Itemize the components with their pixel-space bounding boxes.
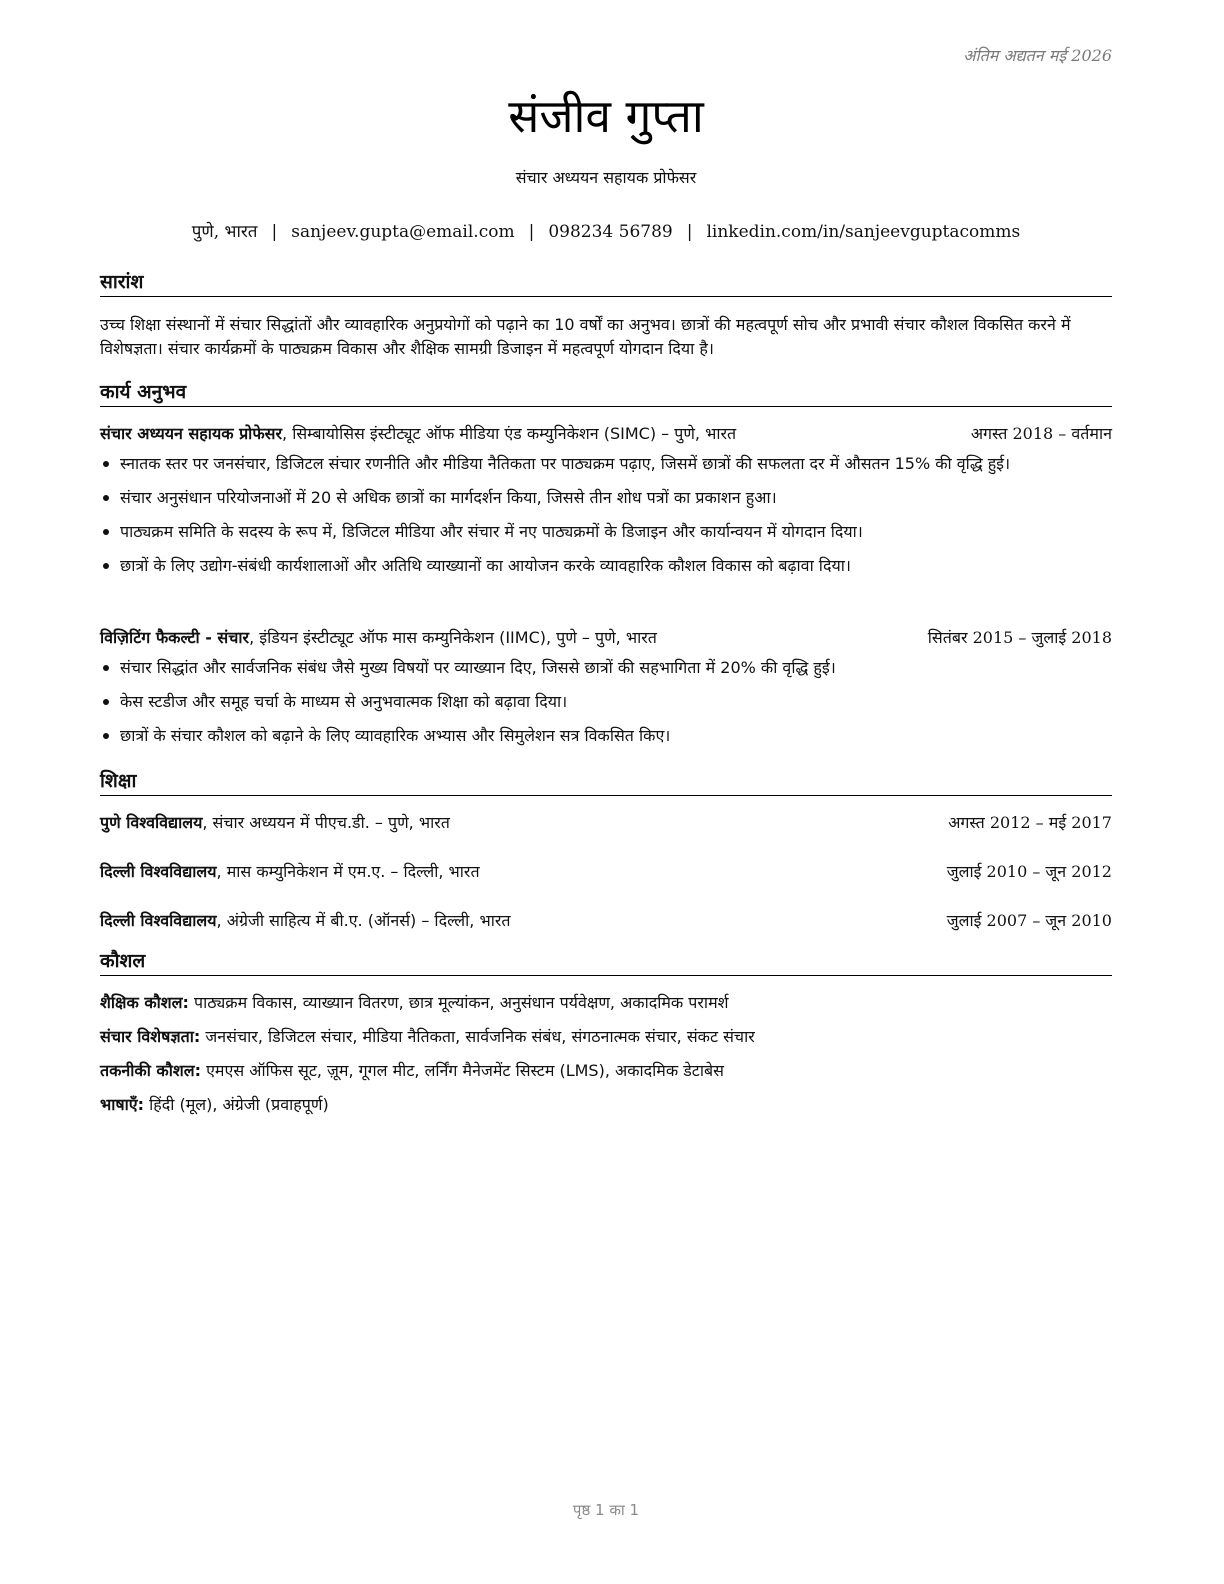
job-dates: अगस्त 2018 – वर्तमान — [970, 424, 1112, 443]
job-dates: सितंबर 2015 – जुलाई 2018 — [927, 628, 1112, 647]
education-item — [100, 909, 1112, 933]
education-heading: शिक्षा — [100, 768, 1112, 796]
bullet-dot — [103, 461, 109, 467]
education-school: दिल्ली विश्वविद्यालय — [100, 911, 217, 930]
summary-heading: सारांश — [100, 269, 1112, 297]
education-item — [100, 811, 1112, 835]
job-bullet: पाठ्यक्रम समिति के सदस्य के रूप में, डिजिटल मीडिया और संचार में नए पाठ्यक्रमों के डिजाइन और कार्यान्वयन में योगदान दिया। — [100, 520, 1112, 544]
job-org: , सिम्बायोसिस इंस्टीट्यूट ऑफ मीडिया एंड कम्युनिकेशन (SIMC) – पुणे, भारत — [282, 424, 737, 443]
education-dates: जुलाई 2007 – जून 2010 — [946, 911, 1112, 930]
skill-label: संचार विशेषज्ञता: — [100, 1027, 201, 1046]
education-detail: , संचार अध्ययन में पीएच.डी. – पुणे, भारत — [202, 813, 450, 832]
contact-separator: | — [686, 222, 693, 242]
education-detail: , मास कम्युनिकेशन में एम.ए. – दिल्ली, भारत — [216, 862, 480, 881]
bullet-dot — [103, 665, 109, 671]
job-org: , इंडियन इंस्टीट्यूट ऑफ मास कम्युनिकेशन (IIMC), पुणे – पुणे, भारत — [249, 628, 657, 647]
job-header — [100, 422, 1112, 446]
skill-line — [100, 1025, 1112, 1049]
bullet-dot — [103, 529, 109, 535]
job-role: विज़िटिंग फैकल्टी - संचार — [100, 628, 250, 647]
bullet-dot — [103, 733, 109, 739]
job-title-org — [100, 626, 657, 650]
contact-email[interactable]: sanjeev.gupta@email.com — [291, 222, 515, 242]
education-dates: जुलाई 2010 – जून 2012 — [946, 862, 1112, 881]
skill-line — [100, 991, 1112, 1015]
bullet-dot — [103, 563, 109, 569]
education-item — [100, 860, 1112, 884]
skill-label: भाषाएँ: — [100, 1095, 145, 1114]
job-bullet: स्नातक स्तर पर जनसंचार, डिजिटल संचार रणनीति और मीडिया नैतिकता पर पाठ्यक्रम पढ़ाए, जिसमें छात्रों की सफलता दर में औसतन 15% की वृद्धि हुई। — [100, 452, 1112, 476]
job-bullet: संचार सिद्धांत और सार्वजनिक संबंध जैसे मुख्य विषयों पर व्याख्यान दिए, जिससे छात्रों की सहभागिता में 20% की वृद्धि हुई। — [100, 656, 1112, 680]
education-school: दिल्ली विश्वविद्यालय — [100, 862, 217, 881]
contact-line — [100, 219, 1112, 245]
education-detail: , अंग्रेजी साहित्य में बी.ए. (ऑनर्स) – दिल्ली, भारत — [216, 911, 511, 930]
skills-heading: कौशल — [100, 948, 1112, 976]
skill-value: पाठ्यक्रम विकास, व्याख्यान वितरण, छात्र मूल्यांकन, अनुसंधान पर्यवेक्षण, अकादमिक परामर्श — [188, 993, 729, 1012]
candidate-tagline: संचार अध्ययन सहायक प्रोफेसर — [515, 168, 697, 187]
job-bullet: केस स्टडीज और समूह चर्चा के माध्यम से अनुभवात्मक शिक्षा को बढ़ावा दिया। — [100, 690, 1112, 714]
bullet-dot — [103, 495, 109, 501]
education-dates: अगस्त 2012 – मई 2017 — [948, 813, 1112, 832]
page-number: पृष्ठ 1 का 1 — [572, 1501, 640, 1519]
summary-text: उच्च शिक्षा संस्थानों में संचार सिद्धांतों और व्यावहारिक अनुप्रयोगों को पढ़ाने का 10 वर्षों का अनुभव। छात्रों की महत्वपूर्ण सोच और प्रभावी संचार कौशल विकसित करने में विशेषज्ञता। संचार कार्यक्रमों के पाठ्यक्रम विकास और शैक्षिक सामग्री डिजाइन में महत्वपूर्ण योगदान दिया है। — [100, 315, 1071, 358]
resume-page — [100, 0, 1112, 1584]
bullet-dot — [103, 699, 109, 705]
skill-value: एमएस ऑफिस सूट, ज़ूम, गूगल मीट, लर्निंग मैनेजमेंट सिस्टम (LMS), अकादमिक डेटाबेस — [201, 1061, 724, 1080]
job-role: संचार अध्ययन सहायक प्रोफेसर — [100, 424, 283, 443]
job-bullet: छात्रों के संचार कौशल को बढ़ाने के लिए व्यावहारिक अभ्यास और सिमुलेशन सत्र विकसित किए। — [100, 724, 1112, 748]
candidate-name: संजीव गुप्ता — [508, 89, 704, 143]
contact-phone[interactable]: 098234 56789 — [548, 222, 673, 242]
job-title-org — [100, 422, 736, 446]
contact-separator: | — [528, 222, 535, 242]
contact-separator: | — [271, 222, 278, 242]
skill-value: हिंदी (मूल), अंग्रेजी (प्रवाहपूर्ण) — [144, 1095, 329, 1114]
last-updated: अंतिम अद्यतन मई 2026 — [963, 46, 1112, 65]
job-header — [100, 626, 1112, 650]
education-school: पुणे विश्वविद्यालय — [100, 813, 203, 832]
job-bullets — [100, 452, 1112, 588]
skill-line — [100, 1059, 1112, 1083]
job-bullets — [100, 656, 1112, 758]
skill-label: शैक्षिक कौशल: — [100, 993, 189, 1012]
skill-value: जनसंचार, डिजिटल संचार, मीडिया नैतिकता, सार्वजनिक संबंध, संगठनात्मक संचार, संकट संचार — [200, 1027, 755, 1046]
contact-linkedin[interactable]: linkedin.com/in/sanjeevguptacomms — [706, 222, 1021, 242]
experience-heading: कार्य अनुभव — [100, 379, 1112, 407]
job-bullet: संचार अनुसंधान परियोजनाओं में 20 से अधिक छात्रों का मार्गदर्शन किया, जिससे तीन शोध पत्रों का प्रकाशन हुआ। — [100, 486, 1112, 510]
skill-label: तकनीकी कौशल: — [100, 1061, 201, 1080]
contact-location: पुणे, भारत — [191, 222, 258, 242]
skill-line — [100, 1093, 1112, 1117]
job-bullet: छात्रों के लिए उद्योग-संबंधी कार्यशालाओं और अतिथि व्याख्यानों का आयोजन करके व्यावहारिक कौशल विकास को बढ़ावा दिया। — [100, 554, 1112, 578]
